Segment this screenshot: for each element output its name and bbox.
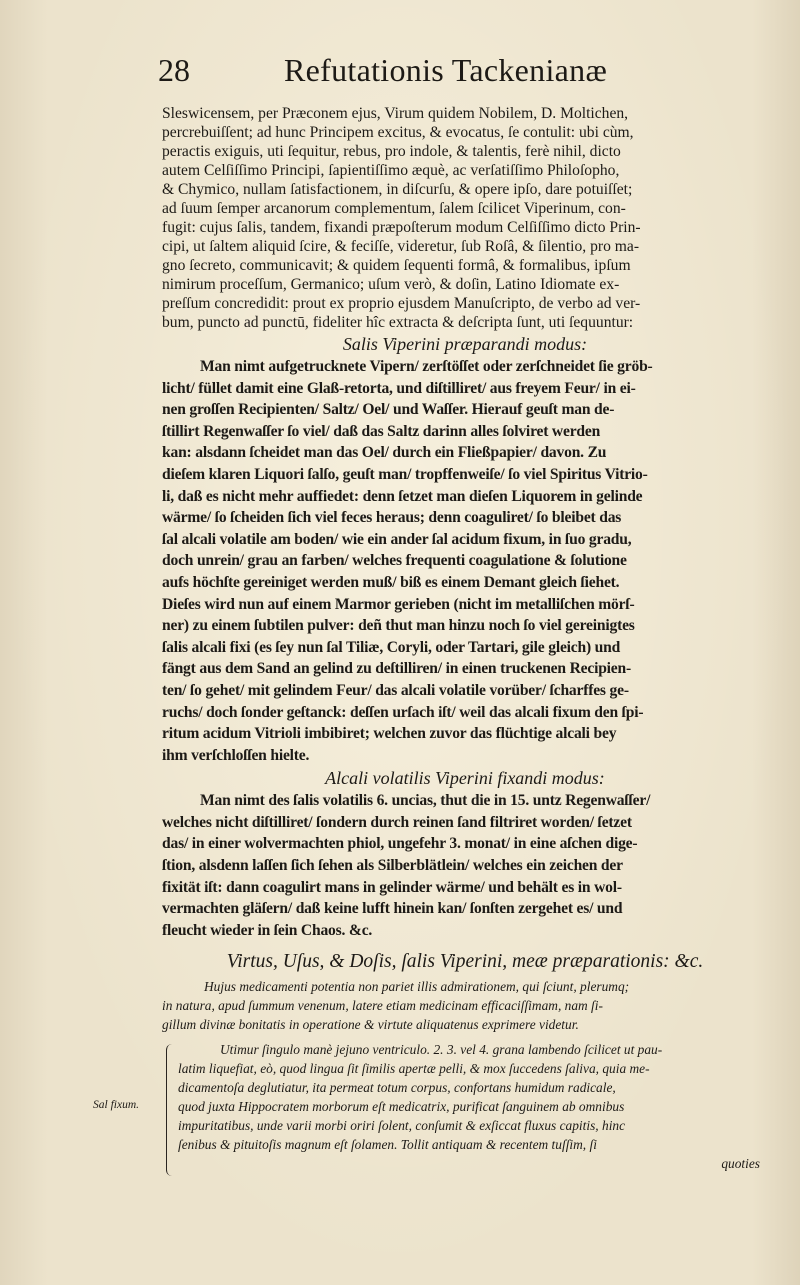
text-line: wärme/ ſo ſcheiden ſich viel feces heraus; denn coaguliret/ ſo bleibet das [162, 509, 622, 527]
page-number: 28 [158, 52, 190, 88]
text-line: li, daß es nicht mehr auffiedet: denn ſetzet man dieſen Liquorem in gelinde [162, 487, 643, 505]
text-line: peractis exiguis, uti ſequitur, rebus, pro indole, & talentis, ferè nihil, dicto [162, 143, 621, 160]
text-line: latim liquefiat, eò, quod lingua ſit ſimilis apertæ pelli, & mox ſuccedens ſaliva, quia me- [178, 1061, 650, 1077]
catchword: quoties [721, 1156, 760, 1172]
text-line: autem Celſiſſimo Principi, ſapientiſſimo æquè, ac verſatiſſimo Philoſopho, [162, 162, 620, 179]
text-line: doch unrein/ grau an farben/ welches frequenti coagulatione & ſolutione [162, 552, 627, 570]
german-recipe-paragraph-2 [162, 790, 768, 941]
running-title: Refutationis Tackenianæ [284, 52, 608, 88]
text-line: dieſem klaren Liquori ſalſo, geuſt man/ tropffenweiſe/ ſo viel Spiritus Vitrio- [162, 465, 648, 483]
text-line: aufs höchſte gereiniget werden muß/ biß es einem Demant gleich ſiehet. [162, 573, 620, 591]
text-line: fleucht wieder in ſein Chaos. &c. [162, 921, 373, 939]
latin-intro-paragraph [162, 104, 768, 332]
latin-virtus-paragraph [162, 977, 768, 1034]
text-line: nen groſſen Recipienten/ Saltz/ Oel/ und Waſſer. Hierauf geuſt man de- [162, 401, 615, 419]
text-line: Sleswicensem, per Præconem ejus, Virum quidem Nobilem, D. Moltichen, [162, 105, 629, 122]
section-heading-salis: Salis Viperini præparandi modus: [342, 334, 588, 354]
text-line: impuritatibus, unde varii morbi oriri ſolent, conſumit & exſiccat fluxus capitis, hinc [178, 1118, 626, 1134]
text-line: ruchs/ doch ſonder geſtanck: deſſen urſach iſt/ weil das alcali fixum den ſpi- [162, 703, 644, 721]
text-line: ad ſuum ſemper arcanorum complementum, ſalem ſcilicet Viperinum, con- [162, 200, 626, 217]
text-line: ſtillirt Regenwaſſer ſo viel/ daß das Saltz darinn alles ſolviret werden [162, 422, 601, 440]
text-line: dicamentoſa deglutiatur, ita permeat totum corpus, confortans humidum radicale, [178, 1080, 616, 1096]
text-line: das/ in einer wolvermachten phiol, ungefehr 3. monat/ in eine aſchen dige- [162, 835, 638, 853]
text-line: fixität iſt: dann coagulirt mans in gelinder wärme/ und behält es in wol- [162, 878, 622, 896]
text-line: licht/ füllet damit eine Glaß-retorta, und diſtilliret/ aus freyem Feur/ in ei- [162, 379, 636, 397]
text-line: nimirum proceſſum, Germanico; uſum verò, & doſin, Latino Idiomate ex- [162, 276, 620, 293]
text-line: & Chymico, nullam ſatisfactionem, in diſcurſu, & opere ipſo, dare potuiſſet; [162, 181, 633, 198]
text-line: fugit: cujus ſalis, tandem, fixandi præpoſterum modum Celſiſſimo dicto Prin- [162, 219, 641, 236]
text-line: ritum acidum Vitrioli imbibiret; welchen zuvor das flüchtige alcali bey [162, 725, 617, 743]
text-line: ſtion, alsdenn laſſen ſich ſehen als Silberblätlein/ welches ein zeichen der [162, 857, 623, 875]
page-header [158, 52, 758, 98]
text-line: ſalis alcali fixi (es ſey nun ſal Tiliæ, Coryli, oder Tartari, gile gleich) und [162, 638, 621, 656]
margin-note: Sal fixum. [93, 1099, 139, 1111]
curly-brace [166, 1044, 175, 1176]
text-line: bum, puncto ad punctū, fideliter hîc extracta & deſcripta ſunt, uti ſequuntur: [162, 314, 634, 331]
section-heading-alcali: Alcali volatilis Viperini fixandi modus: [325, 768, 605, 789]
page-body [162, 104, 768, 1173]
text-line: gillum divinæ bonitatis in operatione & virtute aliquatenus exprimere videtur. [162, 1017, 579, 1033]
text-line: ihm verſchloſſen hielte. [162, 746, 310, 764]
text-line: Utimur ſingulo manè jejuno ventriculo. 2. 3. vel 4. grana lambendo ſcilicet ut pau- [220, 1042, 663, 1058]
text-line: quod juxta Hippocratem morborum eſt medicatrix, purificat ſanguinem ab omnibus [178, 1099, 625, 1115]
section-heading-virtus: Virtus, Uſus, & Doſis, ſalis Viperini, meæ præparationis: &c. [226, 951, 704, 973]
text-line: in natura, apud ſummum venenum, latere etiam medicinam efficaciſſimam, nam ſi- [162, 998, 603, 1014]
text-line: cipi, ut ſaltem aliquid ſcire, & feciſſe, videretur, ſub Roſâ, & ſilentio, pro ma- [162, 238, 640, 255]
text-line: vermachten gläſern/ daß keine lufft hinein kan/ ſonſten zergehet es/ und [162, 900, 623, 918]
text-line: ſal alcali volatile am boden/ wie ein ander ſal acidum fixum, in ſuo gradu, [162, 530, 632, 548]
text-line: Hujus medicamenti potentia non pariet illis admirationem, qui ſciunt, plerumq; [204, 979, 630, 995]
text-line: percrebuiſſent; ad hunc Principem excitus, & evocatus, ſe contulit: ubi cùm, [162, 124, 634, 141]
text-line: Man nimt aufgetrucknete Vipern/ zerſtöſſet oder zerſchneidet ſie gröb- [200, 358, 653, 375]
text-line: gno ſecreto, communicavit; & quidem ſequenti formâ, & formalibus, ipſum [162, 257, 631, 274]
text-line: ten/ ſo gehet/ mit gelindem Feur/ das alcali volatile vorüber/ ſcharffes ge- [162, 681, 629, 699]
german-recipe-paragraph-1 [162, 356, 768, 766]
text-line: Man nimt des ſalis volatilis 6. uncias, thut die in 15. untz Regenwaſſer/ [200, 792, 651, 810]
text-line: ſenibus & pituitoſis magnum eſt ſolamen. Tollit antiquam & recentem tuſſim, ſi [178, 1137, 597, 1153]
text-line: Dieſes wird nun auf einem Marmor gerieben (nicht im metalliſchen mörſ- [162, 595, 635, 613]
text-line: preſſum concredidit: prout ex proprio ejusdem Manuſcripto, de verbo ad ver- [162, 295, 641, 312]
text-line: kan: alsdann ſcheidet man das Oel/ durch ein Fließpapier/ davon. Zu [162, 444, 607, 462]
text-line: ner) zu einem ſubtilen pulver: deñ thut man hinzu noch ſo viel gereinigtes [162, 617, 635, 635]
text-line: fängt aus dem Sand an gelind zu deſtilliren/ in einen truckenen Recipien- [162, 660, 631, 678]
text-line: welches nicht diſtilliret/ ſondern durch reinen ſand filtriret worden/ ſetzet [162, 813, 632, 831]
latin-usus-paragraph [178, 1040, 768, 1154]
